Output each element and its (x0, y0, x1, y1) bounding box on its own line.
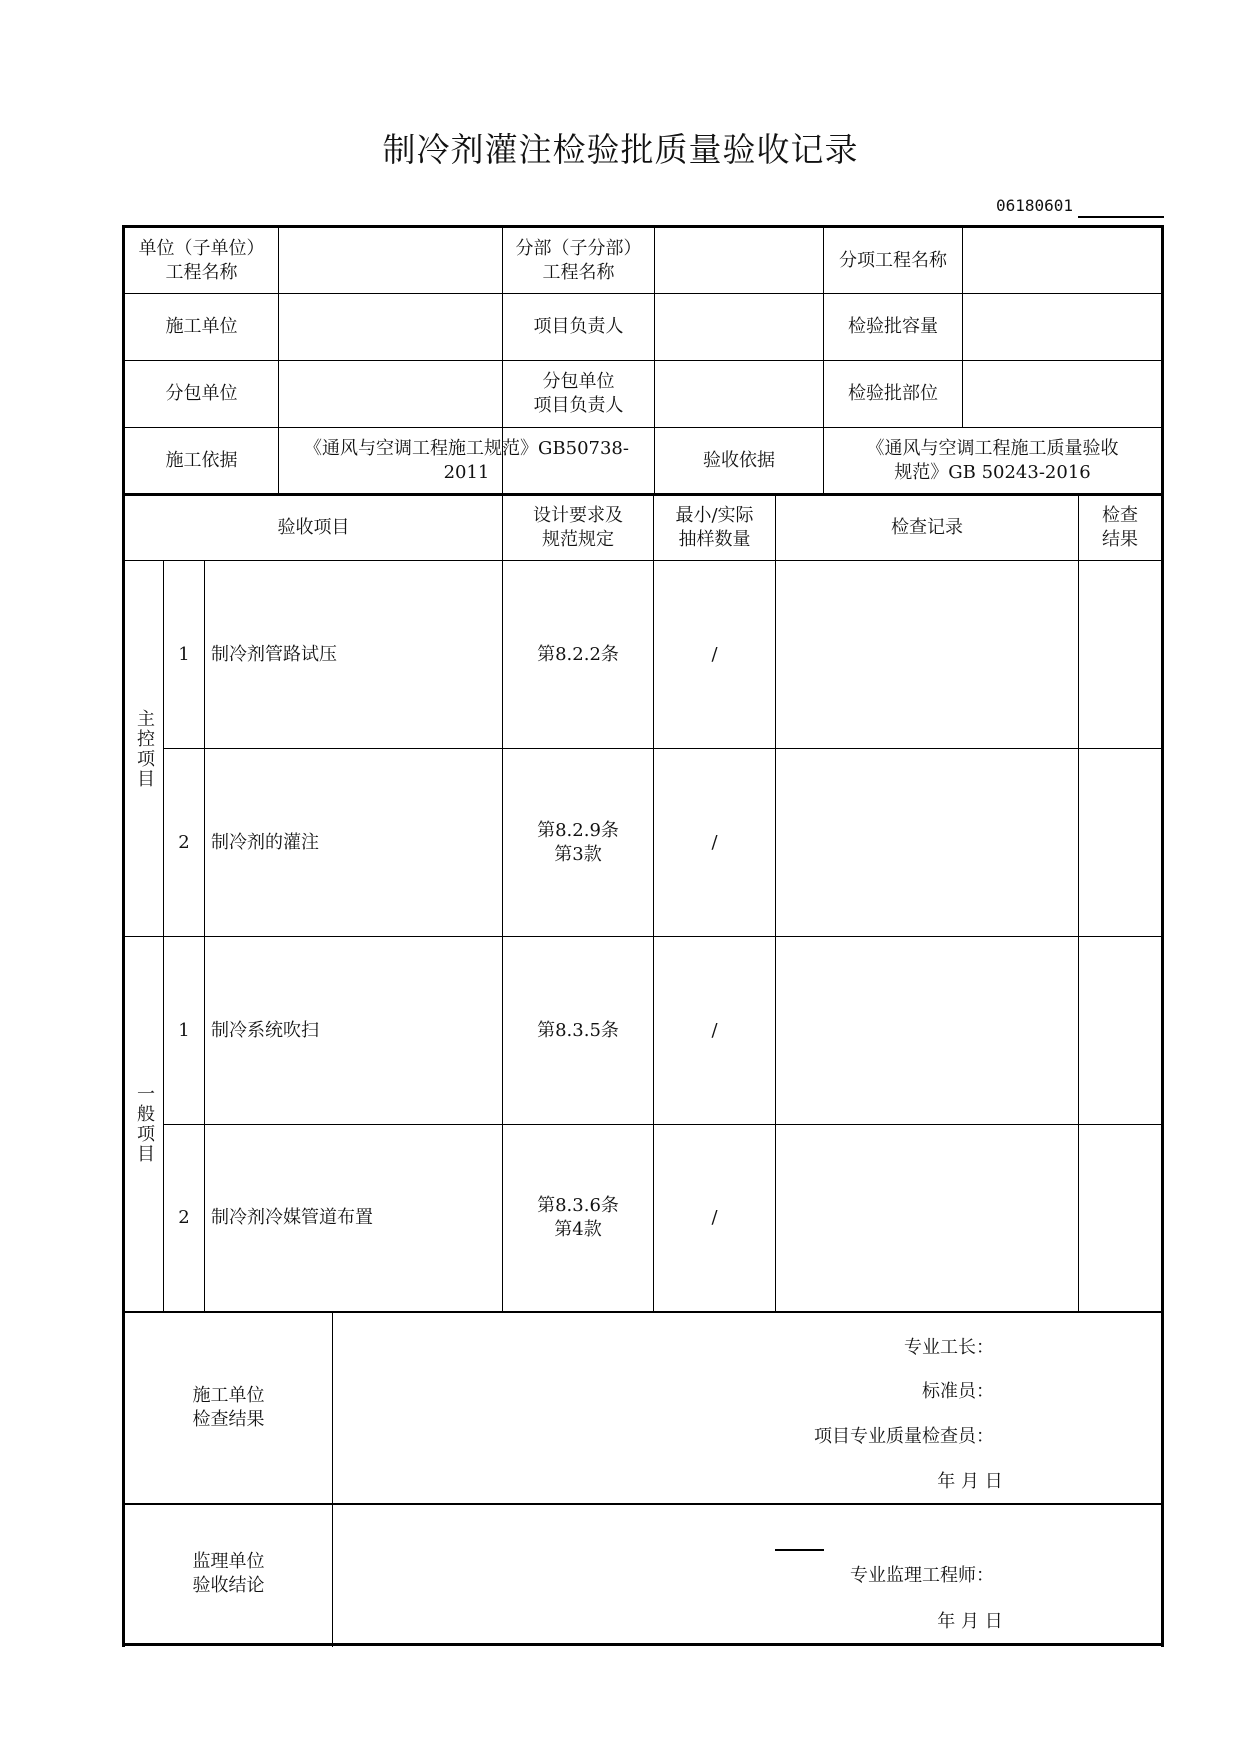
footer-col-line (332, 1312, 333, 1647)
item-sampling: / (711, 643, 718, 665)
batch-capacity-label: 检验批容量 (848, 316, 938, 337)
column-header-design: 设计要求及 规范规定 (533, 505, 623, 550)
supervising-engineer-signature-label: 专业监理工程师： (850, 1565, 994, 1586)
header-col-line-5 (962, 225, 963, 428)
items-col-sample-end (775, 493, 776, 1312)
item-number: 1 (178, 643, 190, 665)
item-name: 制冷剂的灌注 (211, 831, 319, 853)
acceptance-basis-label: 验收依据 (703, 449, 775, 471)
column-header-sampling: 最小/实际 抽样数量 (675, 505, 754, 550)
item-clause: 第8.2.2条 (537, 643, 619, 665)
standard-officer-signature-label: 标准员： (922, 1381, 994, 1402)
signature-stub-line (775, 1549, 824, 1551)
contractor-inspection-label: 施工单位 检查结果 (192, 1385, 265, 1430)
column-header-item: 验收项目 (277, 517, 350, 538)
construction-basis-label: 施工依据 (165, 449, 238, 471)
group-label-general: 一般项目 (134, 1084, 155, 1164)
construction-basis-value: 《通风与空调工程施工规范》GB50738- 2011 (304, 437, 629, 483)
document-code: 06180601 (996, 196, 1074, 215)
footer-border-bottom (122, 1643, 1164, 1646)
items-col-record-end (1078, 493, 1079, 1312)
item-clause: 第8.2.9条 第3款 (537, 819, 619, 865)
quality-inspector-signature-label: 项目专业质量检查员： (814, 1426, 994, 1447)
item-number: 2 (178, 1207, 190, 1228)
item-clause: 第8.3.6条 第4款 (537, 1195, 619, 1240)
item-name: 制冷剂管路试压 (211, 643, 337, 665)
batch-location-label: 检验批部位 (848, 383, 938, 404)
division-project-name-label: 分部（子分部） 工程名称 (515, 237, 642, 283)
item-sampling: / (711, 1207, 718, 1228)
column-header-record: 检查记录 (891, 517, 963, 538)
column-header-result: 检查 结果 (1102, 505, 1138, 550)
item-number: 1 (178, 1019, 190, 1041)
acceptance-basis-value: 《通风与空调工程施工质量验收 规范》GB 50243-2016 (866, 437, 1119, 483)
supervisor-date: 年 月 日 (937, 1611, 1003, 1632)
subcontractor-label: 分包单位 (165, 383, 238, 404)
item-sampling: / (711, 1019, 718, 1041)
document-title: 制冷剂灌注检验批质量验收记录 (382, 130, 859, 169)
contractor-date: 年 月 日 (937, 1471, 1003, 1492)
project-manager-label: 项目负责人 (533, 316, 624, 337)
item-sampling: / (711, 831, 718, 853)
subcontractor-manager-label: 分包单位 项目负责人 (533, 371, 624, 416)
construction-unit-label: 施工单位 (165, 316, 238, 337)
items-border-right (1161, 493, 1164, 1647)
item-number: 2 (178, 831, 190, 853)
subitem-project-name-label: 分项工程名称 (839, 249, 947, 271)
foreman-signature-label: 专业工长： (904, 1337, 994, 1358)
item-name: 制冷剂冷媒管道布置 (211, 1207, 373, 1228)
supervisor-conclusion-label: 监理单位 验收结论 (192, 1551, 265, 1596)
group-label-main-control: 主控项目 (134, 708, 155, 789)
item-name: 制冷系统吹扫 (211, 1019, 319, 1041)
item-clause: 第8.3.5条 (537, 1019, 619, 1041)
unit-project-name-label: 单位（子单位） 工程名称 (138, 237, 265, 283)
